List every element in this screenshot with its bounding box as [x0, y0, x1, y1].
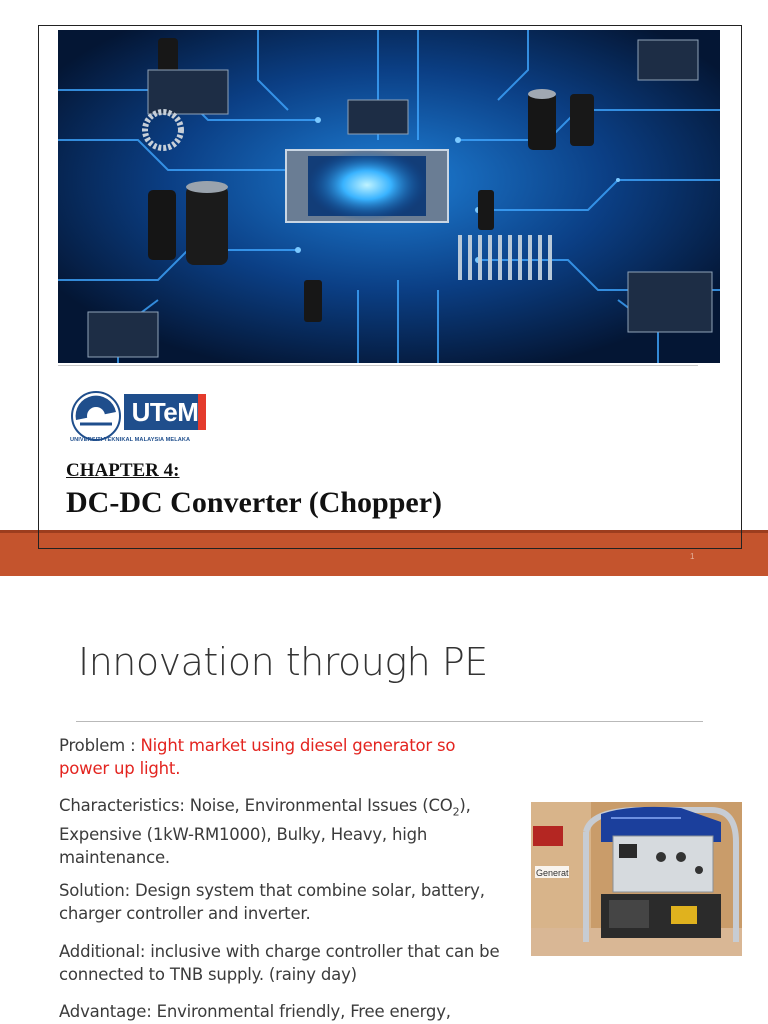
logo-wordmark: UTeM [124, 394, 206, 430]
characteristics-post: ), Expensive (1kW-RM1000), Bulky, Heavy, high maintenance. [59, 796, 471, 868]
utem-logo [70, 386, 210, 450]
generator-photo [531, 802, 742, 956]
problem-paragraph [59, 734, 509, 780]
advantage-paragraph: Advantage: Environmental friendly, Free energy, [59, 1002, 451, 1021]
solution-paragraph: Solution: Design system that combine solar, battery, charger controller and inverter. [59, 881, 485, 923]
slide-number: 1 [690, 552, 695, 561]
characteristics-subscript: 2 [452, 805, 460, 819]
additional-paragraph: Additional: inclusive with charge controller that can be connected to TNB supply. (rainy day) [59, 942, 500, 984]
title-divider [76, 721, 703, 722]
divider [58, 365, 698, 366]
university-seal-icon [70, 390, 122, 442]
chapter-title: DC-DC Converter (Chopper) [66, 486, 443, 519]
characteristics-pre: Characteristics: Noise, Environmental Issues (CO [59, 796, 453, 815]
problem-text: Night market using diesel generator so power up light. [59, 736, 456, 778]
slide-title: Innovation through PE [78, 640, 488, 684]
problem-label: Problem : [59, 736, 141, 755]
chapter-label: CHAPTER 4: [66, 460, 180, 481]
content-slide [0, 576, 768, 1024]
accent-bar [0, 530, 768, 576]
circuit-board-photo [58, 30, 720, 363]
logo-caption: UNIVERSITI TEKNIKAL MALAYSIA MELAKA [70, 437, 191, 443]
accent-bar-edge [0, 530, 768, 533]
generator-box-label: Generat [536, 868, 569, 878]
characteristics-paragraph [59, 794, 509, 869]
